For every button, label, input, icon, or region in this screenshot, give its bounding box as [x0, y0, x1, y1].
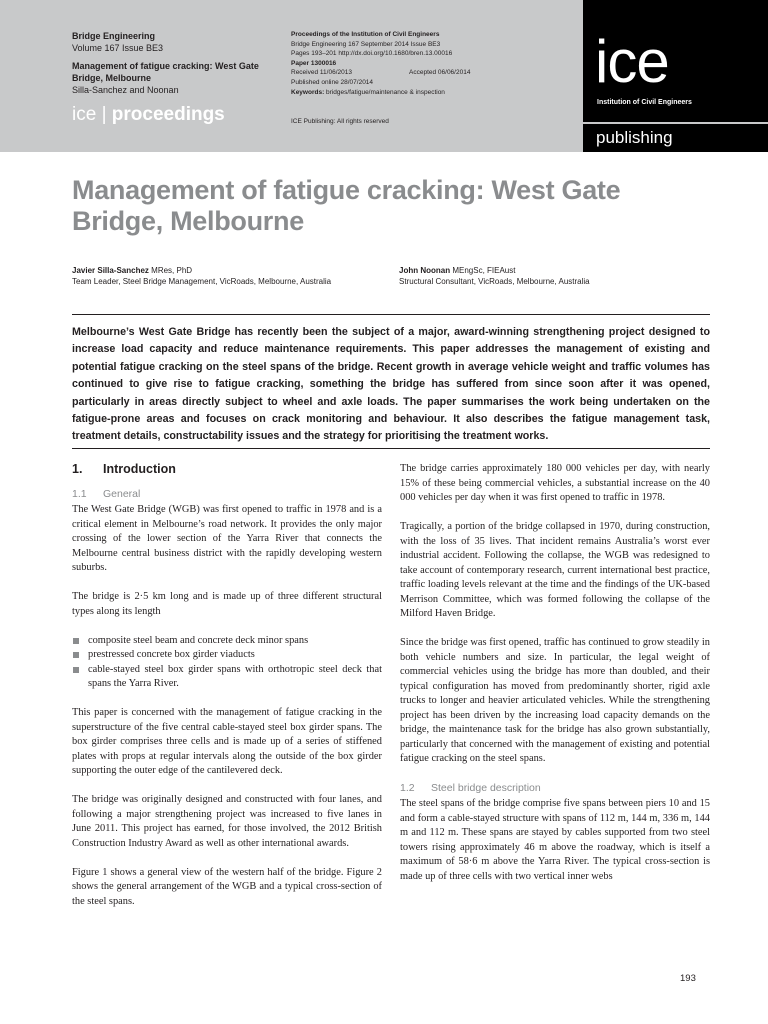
- running-authors: Silla-Sanchez and Noonan: [72, 85, 179, 95]
- paragraph: This paper is concerned with the management of fatigue cracking in the superstructure of the five central cable-stayed steel box girder spans. The box girder comprises three cells and is made up of a series of stiffened plates with props at regular intervals along the outside of the box girder supporting the outer edge of the cantilevered deck.: [72, 707, 382, 776]
- ice-proceedings-brand: [72, 104, 225, 126]
- author-2-name: John Noonan: [399, 266, 451, 275]
- keywords-value: bridges/fatigue/maintenance & inspection: [324, 88, 445, 96]
- abstract-top-rule: [72, 314, 710, 315]
- subsection-number: 1.1: [72, 488, 87, 500]
- paper-number: Paper 1300016: [291, 59, 337, 67]
- brand-bold: proceedings: [111, 104, 225, 125]
- keywords-label: Keywords:: [291, 88, 325, 96]
- keywords-line: [291, 88, 501, 98]
- publication-details: [291, 30, 501, 97]
- subsection-title: General: [103, 488, 141, 500]
- body-column-left: [72, 462, 382, 924]
- author-1-name-line: [72, 265, 331, 276]
- list-item: [72, 648, 382, 663]
- author-1-name: Javier Silla-Sanchez: [72, 266, 149, 275]
- ice-logo: [583, 0, 768, 122]
- citation-line: Bridge Engineering 167 September 2014 Issue BE3: [291, 40, 441, 48]
- section-title: Introduction: [103, 462, 176, 476]
- paragraph: The bridge is 2·5 km long and is made up of three different structural types along its length: [72, 591, 382, 617]
- paragraph: The bridge carries approximately 180 000 vehicles per day, with nearly 15% of these being commercial vehicles, a substantial increase on the 40 000 vehicles per day when it was first opened to traffic in 1978.: [400, 463, 710, 503]
- body-column-right: [400, 462, 710, 899]
- subsection-heading-steel-bridge: [400, 781, 710, 795]
- article-title: Management of fatigue cracking: West Gate Bridge, Melbourne: [72, 175, 621, 236]
- brand-light: ice |: [72, 104, 112, 125]
- journal-header: [0, 0, 768, 152]
- journal-info: [72, 30, 272, 96]
- bullet-square-icon: [73, 667, 79, 673]
- proceedings-line: Proceedings of the Institution of Civil Engineers: [291, 31, 440, 38]
- author-1: [72, 265, 331, 287]
- running-title: Management of fatigue cracking: West Gate Bridge, Melbourne: [72, 61, 259, 83]
- subsection-title: Steel bridge description: [431, 782, 541, 794]
- publishing-logo: [583, 124, 768, 152]
- received-date: Received 11/06/2013: [291, 69, 352, 77]
- pages-doi-line: Pages 193–201 http://dx.doi.org/10.1680/bren.13.00016: [291, 50, 453, 58]
- list-item-text: composite steel beam and concrete deck minor spans: [88, 634, 309, 646]
- author-2: [399, 265, 590, 287]
- copyright-notice: ICE Publishing: All rights reserved: [291, 118, 389, 125]
- abstract: Melbourne’s West Gate Bridge has recently been the subject of a major, award-winning strengthening project designed to increase load capacity and reduce maintenance requirements. This paper addresses the management of existing and potential fatigue cracking on the steel spans of the bridge. Recent growth in average vehicle weight and traffic volumes has continued to give rise to fatigue cracking, something the bridge has suffered from since soon after it was opened, particularly in areas directly subject to wheel and axle loads. The paper summarises the work being undertaken on the fatigue-prone areas and focuses on crack monitoring and behaviour. It also describes the fatigue management task, treatment details, constructability issues and the strategy for prioritising the treatment works.: [72, 326, 710, 443]
- subsection-heading-general: [72, 487, 382, 501]
- paragraph: Figure 1 shows a general view of the western half of the bridge. Figure 2 shows the general arrangement of the WGB and a typical cross-section of the steel spans.: [72, 866, 382, 907]
- subsection-number: 1.2: [400, 782, 415, 794]
- dates-line: [291, 68, 501, 78]
- abstract-bottom-rule: [72, 448, 710, 449]
- paragraph: The West Gate Bridge (WGB) was first opened to traffic in 1978 and is a critical element in Melbourne’s road network. It provides the only major crossing of the lower section of the Yarra River that connects the Melbourne central business district with the rapidly developing western suburbs.: [72, 504, 382, 573]
- list-item-text: prestressed concrete box girder viaducts: [88, 649, 255, 660]
- bullet-square-icon: [73, 638, 79, 644]
- list-item-text: cable-stayed steel box girder spans with orthotropic steel deck that spans the Yarra River.: [88, 663, 382, 689]
- published-date: Published online 28/07/2014: [291, 78, 374, 86]
- accepted-date: Accepted 06/06/2014: [409, 69, 471, 77]
- section-number: 1.: [72, 462, 83, 476]
- journal-name: Bridge Engineering: [72, 31, 156, 41]
- structural-types-list: [72, 634, 382, 692]
- paragraph: The steel spans of the bridge comprise five spans between piers 10 and 15 and form a cable-stayed structure with spans of 112 m, 144 m, 336 m, 144 m and 112 m. These spans are stayed by cables supported from two steel towers rising approximately 46 m above the roadway, which is itself a maximum of 58·6 m above the Yarra River. The typical cross-section is made up of three cells with two vertical inner webs: [400, 798, 710, 882]
- journal-volume: Volume 167 Issue BE3: [72, 43, 164, 53]
- paragraph: Since the bridge was first opened, traffic has continued to grow steadily in both vehicle numbers and size. In particular, the legal weight of commercial vehicles using the bridge has more than doubled, and their typical configuration has moved from predominantly shorter, rigid axle trucks to longer and heavier articulated vehicles. While the strengthening project has been driven by the increasing load capacity demands on the bridge, the maintenance task for the bridge has also grown substantially, particularly that concerned with the management of existing and potential fatigue cracking on the steel spans.: [400, 637, 710, 764]
- paragraph: Tragically, a portion of the bridge collapsed in 1970, during construction, with the loss of 35 lives. That incident remains Australia’s worst ever industrial accident. Following the collapse, the WGB was redesigned to take account of contemporary research, current international best practice, traffic loading levels relevant at the time and the findings of the UK-based Merrison Committee, which was formed following the collapse of the Milford Haven Bridge.: [400, 521, 710, 619]
- author-2-quals: MEngSc, FIEAust: [450, 266, 516, 275]
- list-item: [72, 634, 382, 649]
- publishing-word: publishing: [596, 128, 673, 147]
- author-1-quals: MRes, PhD: [148, 266, 193, 275]
- section-heading-introduction: [72, 462, 382, 477]
- author-2-name-line: [399, 265, 590, 276]
- author-1-affiliation: Team Leader, Steel Bridge Management, VicRoads, Melbourne, Australia: [72, 277, 332, 286]
- paragraph: The bridge was originally designed and constructed with four lanes, and following a major strengthening project was increased to five lanes in June 2011. This project has earned, for those involved, the 2012 British Construction Industry Award as well as other international awards.: [72, 794, 382, 849]
- ice-logo-subtitle: Institution of Civil Engineers: [597, 99, 692, 106]
- ice-logo-word: ice: [595, 28, 669, 95]
- page-number: 193: [680, 973, 696, 984]
- list-item: [72, 663, 382, 692]
- author-2-affiliation: Structural Consultant, VicRoads, Melbourne, Australia: [399, 277, 590, 286]
- bullet-square-icon: [73, 652, 79, 658]
